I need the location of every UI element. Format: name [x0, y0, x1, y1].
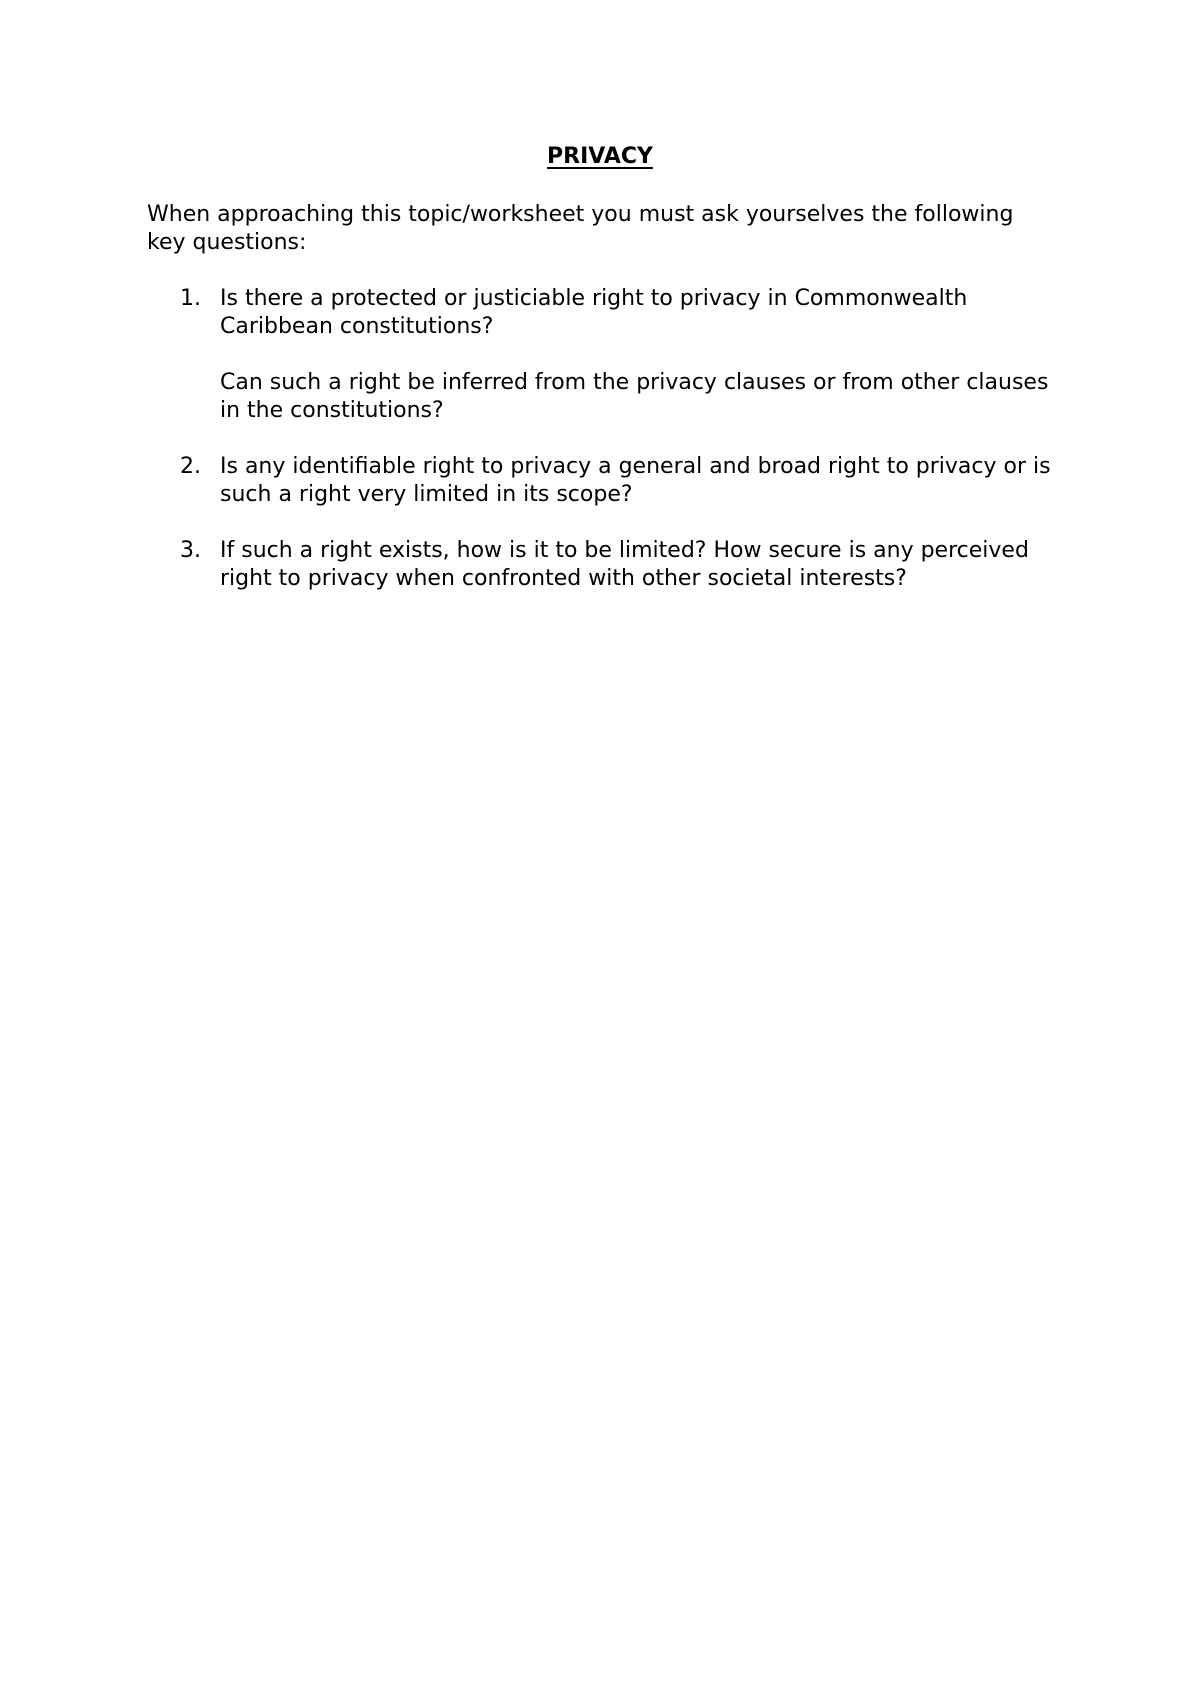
- list-item-number: 2.: [180, 454, 201, 479]
- question-text: If such a right exists, how is it to be limited? How secure is any perceived right to privacy when confronted with other societal interests?: [220, 538, 1029, 591]
- list-item: [147, 537, 1067, 593]
- list-item-number: 3.: [180, 538, 201, 563]
- question-text: Is there a protected or justiciable right to privacy in Commonwealth Caribbean constitutions?: [220, 286, 968, 339]
- key-questions-list: [147, 285, 1067, 621]
- question-text: Can such a right be inferred from the privacy clauses or from other clauses in the constitutions?: [220, 370, 1049, 423]
- list-item-number: 1.: [180, 286, 201, 311]
- page-title: PRIVACY: [547, 144, 653, 169]
- intro-paragraph: When approaching this topic/worksheet you must ask yourselves the following key questions:: [147, 202, 1014, 255]
- question-text: Is any identifiable right to privacy a general and broad right to privacy or is such a right very limited in its scope?: [220, 454, 1051, 507]
- list-item: [147, 285, 1067, 425]
- list-item: [147, 453, 1067, 509]
